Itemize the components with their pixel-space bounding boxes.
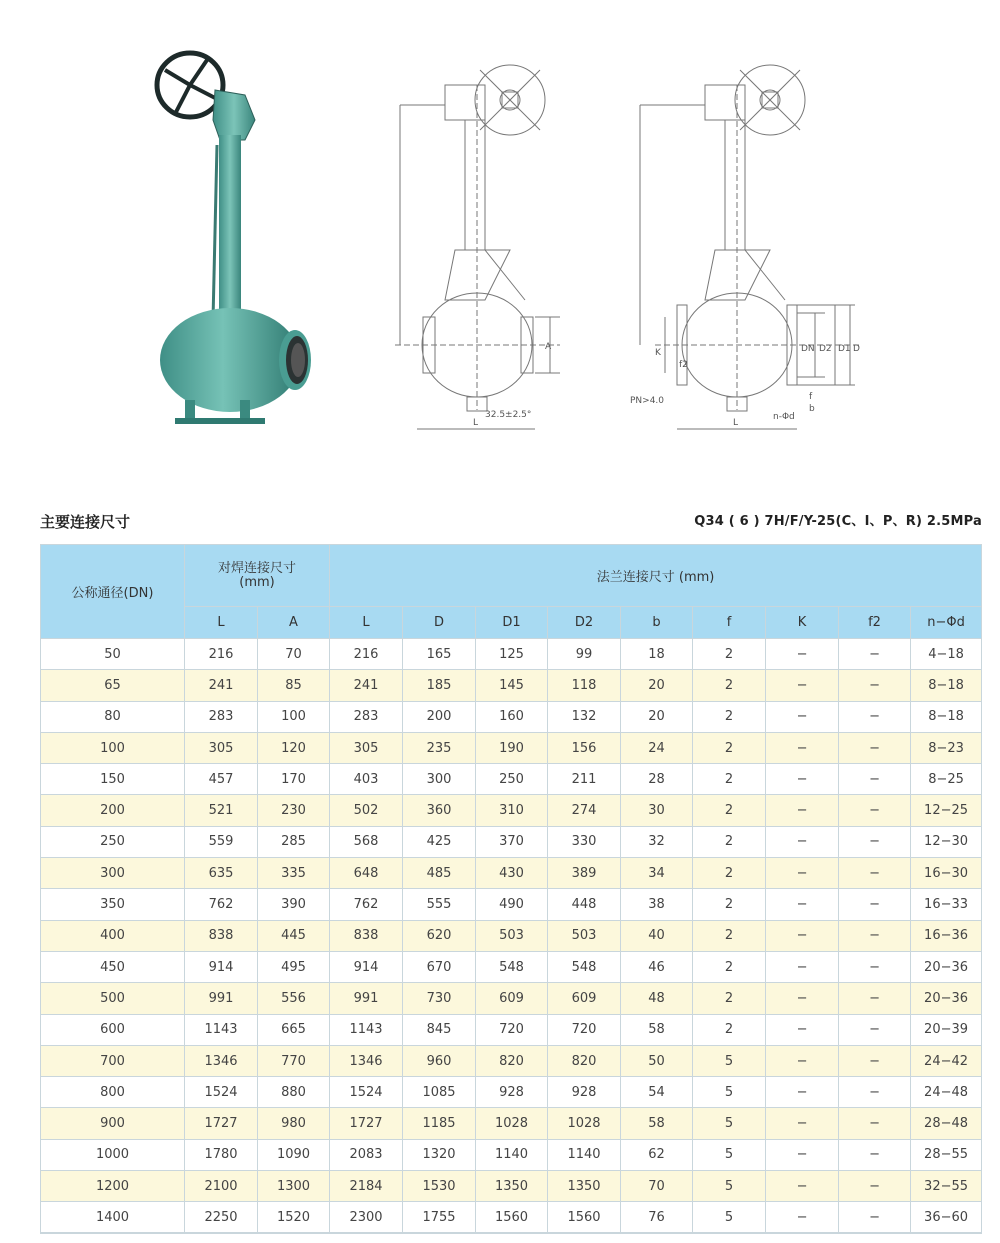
table-cell: 2083 [330,1139,403,1170]
table-cell: 165 [403,639,476,670]
table-cell: 389 [548,858,621,889]
table-cell: 16−33 [911,889,982,920]
table-cell: 28−55 [911,1139,982,1170]
table-cell: 450 [41,951,185,982]
dim-f2-label: f2 [679,360,688,370]
table-cell: − [766,639,839,670]
table-cell: 18 [621,639,693,670]
table-cell: 20 [621,670,693,701]
table-cell: 16−30 [911,858,982,889]
table-cell: 24−48 [911,1077,982,1108]
table-cell: − [766,951,839,982]
table-cell: 700 [41,1045,185,1076]
table-cell: 1143 [330,1014,403,1045]
sub-header-cell: f2 [839,607,911,639]
table-cell: 1140 [548,1139,621,1170]
table-cell: 502 [330,795,403,826]
spec-title: Q34 ( 6 ) 7H/F/Y-25(C、I、P、R) 2.5MPa [694,514,982,529]
table-cell: 1560 [548,1202,621,1233]
table-cell: 12−30 [911,826,982,857]
table-cell: − [839,951,911,982]
dim-D-label: D [853,344,860,354]
sub-header-cell: b [621,607,693,639]
table-cell: 635 [185,858,258,889]
table-cell: − [839,1108,911,1139]
table-cell: 2250 [185,1202,258,1233]
sub-header-cell: L [330,607,403,639]
table-cell: 2 [693,983,766,1014]
table-cell: 880 [258,1077,330,1108]
table-cell: − [839,920,911,951]
table-row [41,1077,982,1108]
dim-DN-label: DN [801,344,815,354]
table-cell: 1346 [185,1045,258,1076]
table-cell: 762 [330,889,403,920]
table-cell: 1400 [41,1202,185,1233]
table-cell: − [766,1014,839,1045]
table-cell: 670 [403,951,476,982]
table-cell: − [839,889,911,920]
table-cell: 2 [693,858,766,889]
dim-L-label: L [473,418,479,428]
table-cell: 350 [41,889,185,920]
table-cell: 1143 [185,1014,258,1045]
table-cell: 457 [185,764,258,795]
table-cell: 216 [185,639,258,670]
table-cell: 5 [693,1045,766,1076]
table-cell: 330 [548,826,621,857]
table-cell: − [839,858,911,889]
table-cell: 54 [621,1077,693,1108]
table-cell: 521 [185,795,258,826]
table-row [41,983,982,1014]
table-cell: 1140 [476,1139,548,1170]
table-cell: 445 [258,920,330,951]
table-cell: 20−36 [911,951,982,982]
table-cell: 1755 [403,1202,476,1233]
table-cell: 2 [693,951,766,982]
table-cell: 1520 [258,1202,330,1233]
table-cell: 800 [41,1077,185,1108]
table-cell: 4−18 [911,639,982,670]
group-weld-title: 对焊连接尺寸 [218,560,297,576]
table-cell: 156 [548,732,621,763]
table-cell: 283 [330,701,403,732]
dim-nphid-label: n-Φd [773,412,795,422]
table-cell: 1727 [330,1108,403,1139]
col-dn-header: 公称通径(DN) [41,545,185,639]
weld-angle-label: 32.5±2.5° [485,410,532,420]
table-cell: 1524 [185,1077,258,1108]
table-cell: 76 [621,1202,693,1233]
table-cell: 555 [403,889,476,920]
table-bottom-rule [40,1232,981,1233]
table-cell: 36−60 [911,1202,982,1233]
table-cell: 928 [476,1077,548,1108]
table-cell: − [839,983,911,1014]
table-cell: − [766,858,839,889]
table-cell: 1560 [476,1202,548,1233]
table-cell: 485 [403,858,476,889]
table-cell: 370 [476,826,548,857]
table-cell: 900 [41,1108,185,1139]
table-cell: 16−36 [911,920,982,951]
table-row [41,951,982,982]
table-cell: 820 [548,1045,621,1076]
table-cell: 118 [548,670,621,701]
table-cell: 24−42 [911,1045,982,1076]
table-cell: 8−18 [911,701,982,732]
table-cell: 720 [548,1014,621,1045]
sub-header-cell: D [403,607,476,639]
table-cell: 99 [548,639,621,670]
table-cell: 1524 [330,1077,403,1108]
table-cell: − [839,764,911,795]
sub-header-cell: A [258,607,330,639]
dimension-table [40,544,982,1234]
table-cell: 770 [258,1045,330,1076]
table-cell: 283 [185,701,258,732]
table-cell: 430 [476,858,548,889]
table-cell: 24 [621,732,693,763]
table-cell: 100 [41,732,185,763]
table-cell: 556 [258,983,330,1014]
table-cell: 403 [330,764,403,795]
table-cell: − [766,1139,839,1170]
table-cell: 1090 [258,1139,330,1170]
table-cell: − [766,1202,839,1233]
table-cell: 200 [403,701,476,732]
table-cell: 125 [476,639,548,670]
table-cell: 150 [41,764,185,795]
table-cell: − [766,701,839,732]
table-row [41,639,982,670]
table-cell: 285 [258,826,330,857]
table-cell: − [839,670,911,701]
table-cell: 1350 [548,1171,621,1202]
dim-K-label: K [655,348,661,358]
table-cell: 400 [41,920,185,951]
table-cell: − [766,1108,839,1139]
table-body [41,639,982,1234]
table-cell: 2 [693,764,766,795]
table-cell: 70 [258,639,330,670]
table-cell: 1350 [476,1171,548,1202]
table-cell: 235 [403,732,476,763]
table-cell: − [766,795,839,826]
table-cell: 360 [403,795,476,826]
table-cell: 305 [330,732,403,763]
table-cell: 58 [621,1108,693,1139]
table-cell: 991 [185,983,258,1014]
dim-A-label: A [545,342,552,352]
table-cell: 62 [621,1139,693,1170]
table-cell: 40 [621,920,693,951]
table-cell: − [766,920,839,951]
table-cell: 1185 [403,1108,476,1139]
table-cell: 495 [258,951,330,982]
table-cell: 5 [693,1139,766,1170]
table-cell: − [839,1139,911,1170]
table-cell: 100 [258,701,330,732]
sub-header-cell: D2 [548,607,621,639]
table-cell: 820 [476,1045,548,1076]
table-cell: 46 [621,951,693,982]
table-cell: 490 [476,889,548,920]
table-cell: 335 [258,858,330,889]
table-cell: 425 [403,826,476,857]
table-cell: 241 [330,670,403,701]
table-cell: 928 [548,1077,621,1108]
table-cell: 1200 [41,1171,185,1202]
table-cell: 1028 [476,1108,548,1139]
table-cell: 2 [693,920,766,951]
table-cell: 5 [693,1171,766,1202]
table-cell: − [839,795,911,826]
table-cell: − [839,639,911,670]
table-cell: 5 [693,1077,766,1108]
table-cell: 274 [548,795,621,826]
table-cell: − [766,670,839,701]
table-cell: 305 [185,732,258,763]
table-row [41,889,982,920]
table-cell: 50 [41,639,185,670]
table-cell: 2184 [330,1171,403,1202]
table-cell: 160 [476,701,548,732]
table-cell: 2 [693,701,766,732]
table-cell: 665 [258,1014,330,1045]
dim-b-label: b [809,404,815,414]
table-cell: 762 [185,889,258,920]
table-cell: 548 [476,951,548,982]
table-cell: − [839,1077,911,1108]
table-row [41,1108,982,1139]
table-cell: 216 [330,639,403,670]
table-row [41,764,982,795]
table-cell: 1530 [403,1171,476,1202]
table-cell: 2 [693,889,766,920]
table-cell: 1320 [403,1139,476,1170]
table-row [41,701,982,732]
table-cell: 300 [403,764,476,795]
sub-header-cell: D1 [476,607,548,639]
table-cell: 1780 [185,1139,258,1170]
table-row [41,858,982,889]
section-title: 主要连接尺寸 [40,513,131,531]
table-cell: 20−39 [911,1014,982,1045]
table-cell: − [766,1045,839,1076]
table-cell: 38 [621,889,693,920]
table-cell: 132 [548,701,621,732]
table-row [41,826,982,857]
table-cell: 170 [258,764,330,795]
table-cell: 34 [621,858,693,889]
table-cell: 503 [476,920,548,951]
table-cell: 914 [185,951,258,982]
table-cell: 250 [476,764,548,795]
table-cell: 559 [185,826,258,857]
table-row [41,795,982,826]
table-cell: 145 [476,670,548,701]
table-cell: 991 [330,983,403,1014]
table-cell: 838 [330,920,403,951]
table-cell: 1028 [548,1108,621,1139]
table-cell: 568 [330,826,403,857]
sub-header-cell: f [693,607,766,639]
table-cell: 600 [41,1014,185,1045]
table-cell: 1085 [403,1077,476,1108]
table-cell: 2 [693,670,766,701]
table-cell: 2300 [330,1202,403,1233]
table-cell: 503 [548,920,621,951]
group-weld-unit: (mm) [239,574,275,590]
product-figures [0,0,1000,490]
table-cell: 2 [693,826,766,857]
table-row [41,1014,982,1045]
table-cell: − [839,1202,911,1233]
dim-D1-label: D1 [838,344,851,354]
table-cell: 300 [41,858,185,889]
table-cell: 48 [621,983,693,1014]
table-cell: 548 [548,951,621,982]
table-cell: 250 [41,826,185,857]
table-cell: 8−25 [911,764,982,795]
table-cell: 8−23 [911,732,982,763]
table-cell: 914 [330,951,403,982]
table-cell: 838 [185,920,258,951]
table-cell: 2 [693,732,766,763]
table-cell: 200 [41,795,185,826]
pn-label: PN>4.0 [630,396,665,406]
table-cell: − [839,732,911,763]
table-cell: 190 [476,732,548,763]
table-cell: 8−18 [911,670,982,701]
table-cell: 620 [403,920,476,951]
table-cell: 65 [41,670,185,701]
weld-end-drawing [385,55,575,440]
table-cell: 2 [693,1014,766,1045]
table-row [41,732,982,763]
table-row [41,670,982,701]
group-flange-header: 法兰连接尺寸 (mm) [330,545,982,607]
table-cell: − [766,889,839,920]
table-cell: 2 [693,795,766,826]
table-cell: 185 [403,670,476,701]
table-cell: 120 [258,732,330,763]
valve-photo [145,40,320,440]
table-row [41,920,982,951]
table-cell: 1727 [185,1108,258,1139]
table-cell: 20 [621,701,693,732]
table-cell: 609 [476,983,548,1014]
table-cell: 310 [476,795,548,826]
table-cell: 980 [258,1108,330,1139]
table-cell: 30 [621,795,693,826]
table-cell: 720 [476,1014,548,1045]
table-cell: 1300 [258,1171,330,1202]
table-cell: 70 [621,1171,693,1202]
table-cell: − [839,701,911,732]
table-cell: 2 [693,639,766,670]
table-cell: − [766,826,839,857]
sub-header-cell: L [185,607,258,639]
table-cell: 32−55 [911,1171,982,1202]
table-cell: 448 [548,889,621,920]
table-cell: − [766,1077,839,1108]
table-cell: 390 [258,889,330,920]
table-cell: − [766,1171,839,1202]
dim-f-label: f [809,392,813,402]
dim-L2-label: L [733,418,739,428]
table-cell: 1000 [41,1139,185,1170]
table-cell: − [766,983,839,1014]
table-cell: 5 [693,1202,766,1233]
table-cell: 5 [693,1108,766,1139]
table-cell: 960 [403,1045,476,1076]
dim-D2-label: D2 [819,344,832,354]
table-cell: 230 [258,795,330,826]
table-row [41,1045,982,1076]
table-cell: 28 [621,764,693,795]
table-cell: 12−25 [911,795,982,826]
table-cell: 211 [548,764,621,795]
table-cell: − [766,732,839,763]
table-cell: 1346 [330,1045,403,1076]
table-cell: 500 [41,983,185,1014]
table-cell: − [839,1014,911,1045]
table-cell: 58 [621,1014,693,1045]
table-cell: 85 [258,670,330,701]
flange-end-drawing [625,55,865,440]
table-row [41,1171,982,1202]
sub-header-cell: K [766,607,839,639]
table-cell: 609 [548,983,621,1014]
table-cell: 845 [403,1014,476,1045]
table-row [41,1139,982,1170]
group-weld-header [185,545,330,607]
table-cell: − [839,1171,911,1202]
table-cell: 32 [621,826,693,857]
table-cell: − [766,764,839,795]
table-cell: 20−36 [911,983,982,1014]
table-cell: 730 [403,983,476,1014]
table-cell: 2100 [185,1171,258,1202]
table-cell: 241 [185,670,258,701]
table-cell: − [839,826,911,857]
table-cell: 80 [41,701,185,732]
table-row [41,1202,982,1233]
table-cell: 28−48 [911,1108,982,1139]
sub-header-cell: n−Φd [911,607,982,639]
table-cell: 648 [330,858,403,889]
table-cell: 50 [621,1045,693,1076]
table-cell: − [839,1045,911,1076]
